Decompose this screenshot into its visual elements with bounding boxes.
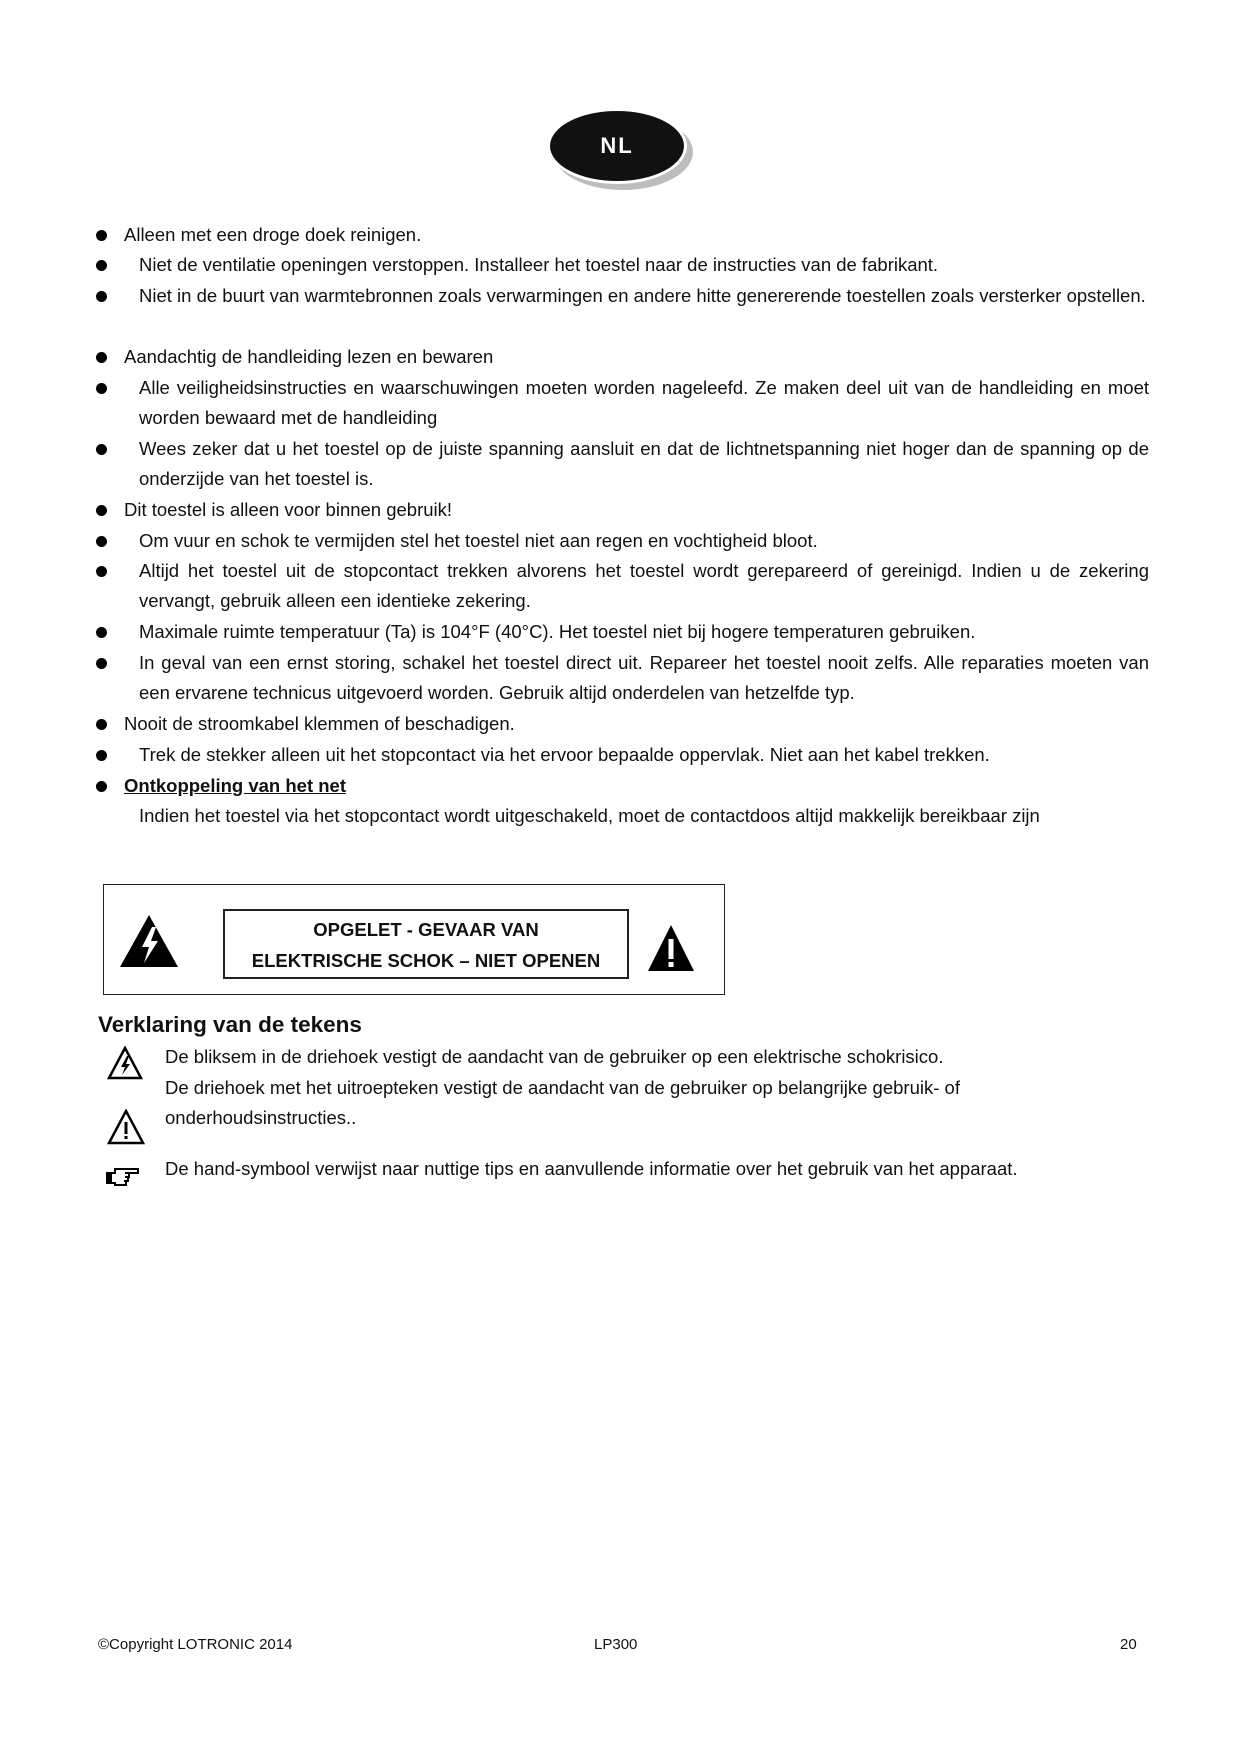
bullet-dot-icon (96, 536, 107, 547)
bullet-dot-icon (96, 781, 107, 792)
bullet-dot-icon (96, 352, 107, 363)
warning-line-2: ELEKTRISCHE SCHOK – NIET OPENEN (251, 950, 601, 971)
list-item-text: Indien het toestel via het stopcontact wordt uitgeschakeld, moet de contactdoos altijd makkelijk bereikbaar zijn (139, 805, 1040, 826)
list-item-text: Niet de ventilatie openingen verstoppen. Installeer het toestel naar de instructies van de fabrikant. (139, 254, 939, 275)
bullet-dot-icon (96, 627, 107, 638)
list-item-text: Wees zeker dat u het toestel op de juiste spanning aansluit en dat de lichtnetspanning niet hoger dan de spanning op de onderzijde van het toestel is. (139, 438, 1149, 489)
list-item-text: Altijd het toestel uit de stopcontact trekken alvorens het toestel wordt gerepareerd of gereinigd. Indien u de zekering vervangt, gebruik alleen een identieke zekering. (139, 560, 1149, 611)
list-item-text: Niet in de buurt van warmtebronnen zoals verwarmingen en andere hitte genererende toestellen zoals versterker opstellen. (139, 285, 1146, 306)
list-item-text: Alleen met een droge doek reinigen. (124, 224, 422, 245)
warning-label (223, 909, 629, 979)
list-item-heading: Ontkoppeling van het net (124, 775, 347, 796)
list-item-text: Alle veiligheidsinstructies en waarschuwingen moeten worden nageleefd. Ze maken deel uit van de handleiding en moet worden bewaard met de handleiding (139, 377, 1149, 428)
list-item-text: In geval van een ernst storing, schakel het toestel direct uit. Repareer het toestel nooit zelfs. Alle reparaties moeten van een ervarene technicus uitgevoerd worden. Gebruik altijd onderdelen van hetzelfde typ. (139, 652, 1149, 703)
footer-page-number: 20 (1120, 1636, 1137, 1653)
lightning-triangle-icon (107, 1046, 143, 1080)
pointing-hand-icon (105, 1165, 141, 1187)
lightning-triangle-icon (118, 913, 180, 969)
shock-warning-box (103, 884, 725, 995)
bullet-dot-icon (96, 566, 107, 577)
exclamation-triangle-icon (107, 1109, 145, 1145)
bullet-dot-icon (96, 383, 107, 394)
bullet-dot-icon (96, 505, 107, 516)
list-item-text: Trek de stekker alleen uit het stopcontact via het ervoor bepaalde oppervlak. Niet aan het kabel trekken. (139, 744, 990, 765)
bullet-dot-icon (96, 750, 107, 761)
legend-item-text: De bliksem in de driehoek vestigt de aandacht van de gebruiker op een elektrische schokrisico. (165, 1046, 944, 1067)
bullet-dot-icon (96, 291, 107, 302)
list-item-text: Aandachtig de handleiding lezen en bewaren (124, 346, 494, 367)
exclamation-triangle-icon (646, 923, 696, 973)
badge-label: NL (547, 108, 687, 184)
bullet-dot-icon (96, 230, 107, 241)
list-item-text: Maximale ruimte temperatuur (Ta) is 104°F (40°C). Het toestel niet bij hogere temperaturen gebruiken. (139, 621, 976, 642)
legend-item-text: De hand-symbool verwijst naar nuttige tips en aanvullende informatie over het gebruik van het apparaat. (165, 1158, 1018, 1179)
bullet-dot-icon (96, 260, 107, 271)
bullet-dot-icon (96, 658, 107, 669)
footer-copyright: ©Copyright LOTRONIC 2014 (98, 1636, 293, 1653)
section-title: Verklaring van de tekens (98, 1012, 362, 1037)
list-item-text: Nooit de stroomkabel klemmen of beschadigen. (124, 713, 515, 734)
language-badge (547, 108, 695, 190)
legend-item-text: De driehoek met het uitroepteken vestigt de aandacht van de gebruiker op belangrijke gebruik- of onderhoudsinstructies.. (165, 1077, 960, 1128)
warning-line-1: OPGELET - GEVAAR VAN (313, 919, 539, 940)
list-item-text: Dit toestel is alleen voor binnen gebruik! (124, 499, 453, 520)
footer-model: LP300 (594, 1636, 638, 1653)
bullet-dot-icon (96, 719, 107, 730)
bullet-dot-icon (96, 444, 107, 455)
list-item-text: Om vuur en schok te vermijden stel het toestel niet aan regen en vochtigheid bloot. (139, 530, 818, 551)
